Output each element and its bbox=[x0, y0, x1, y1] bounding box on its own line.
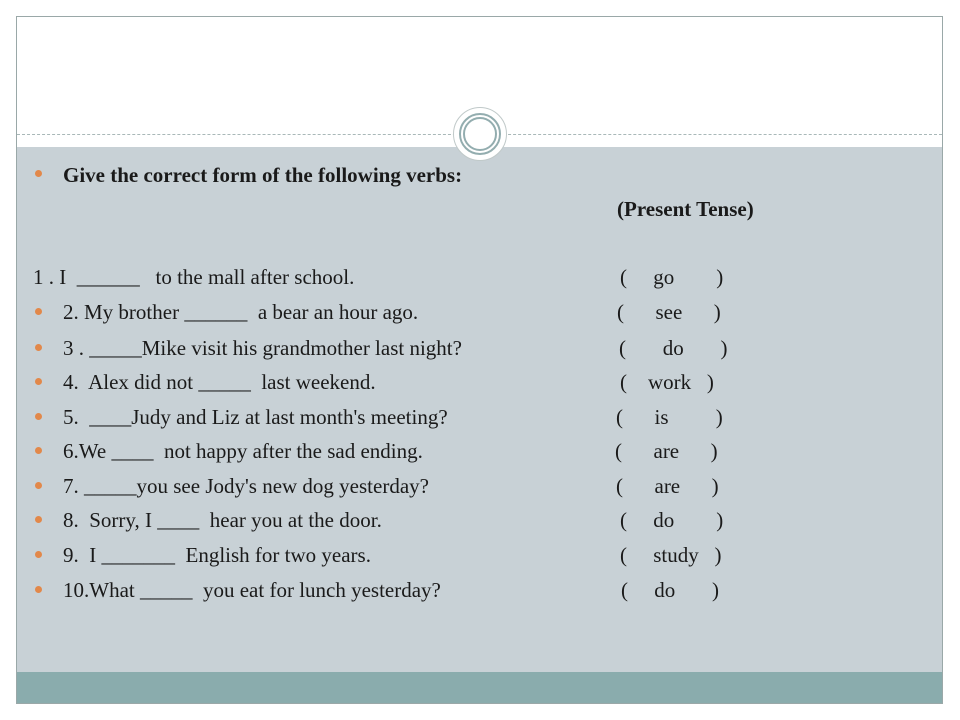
verb-hint: ( are ) bbox=[615, 439, 718, 463]
verb-hint: ( go ) bbox=[620, 265, 724, 289]
bullet-icon bbox=[35, 447, 42, 454]
bullet-icon bbox=[35, 551, 42, 558]
exercise-sentence: 1 . I ______ to the mall after school. bbox=[33, 265, 355, 289]
exercise-sentence: 4. Alex did not _____ last weekend. bbox=[63, 370, 376, 394]
bullet-icon bbox=[35, 516, 42, 523]
bullet-icon bbox=[35, 308, 42, 315]
verb-hint: ( do ) bbox=[619, 336, 728, 360]
verb-hint: ( are ) bbox=[616, 474, 719, 498]
bullet-icon bbox=[35, 586, 42, 593]
verb-hint: ( do ) bbox=[621, 578, 719, 602]
decorative-circle-icon bbox=[453, 107, 507, 161]
exercise-sentence: 9. I _______ English for two years. bbox=[63, 543, 371, 567]
exercise-sentence: 7. _____you see Jody's new dog yesterday? bbox=[63, 474, 429, 498]
exercise-sentence: 5. ____Judy and Liz at last month's meeting? bbox=[63, 405, 448, 429]
exercise-sentence: 10.What _____ you eat for lunch yesterday? bbox=[63, 578, 441, 602]
verb-hint: ( see ) bbox=[617, 300, 721, 324]
verb-hint: ( do ) bbox=[620, 508, 724, 532]
footer-band bbox=[17, 672, 942, 704]
instruction-title: Give the correct form of the following verbs: bbox=[63, 163, 463, 187]
exercise-sentence: 3 . _____Mike visit his grandmother last night? bbox=[63, 336, 462, 360]
exercise-sentence: 2. My brother ______ a bear an hour ago. bbox=[63, 300, 419, 324]
ring-icon bbox=[459, 113, 501, 155]
verb-hint: ( study ) bbox=[620, 543, 722, 567]
instruction-subtitle: (Present Tense) bbox=[617, 197, 754, 221]
bullet-icon bbox=[35, 482, 42, 489]
verb-hint: ( work ) bbox=[620, 370, 714, 394]
bullet-icon bbox=[35, 378, 42, 385]
verb-hint: ( is ) bbox=[616, 405, 723, 429]
bullet-icon bbox=[35, 344, 42, 351]
exercise-sentence: 8. Sorry, I ____ hear you at the door. bbox=[63, 508, 382, 532]
bullet-icon bbox=[35, 413, 42, 420]
bullet-icon bbox=[35, 170, 42, 177]
exercise-sentence: 6.We ____ not happy after the sad ending. bbox=[63, 439, 423, 463]
